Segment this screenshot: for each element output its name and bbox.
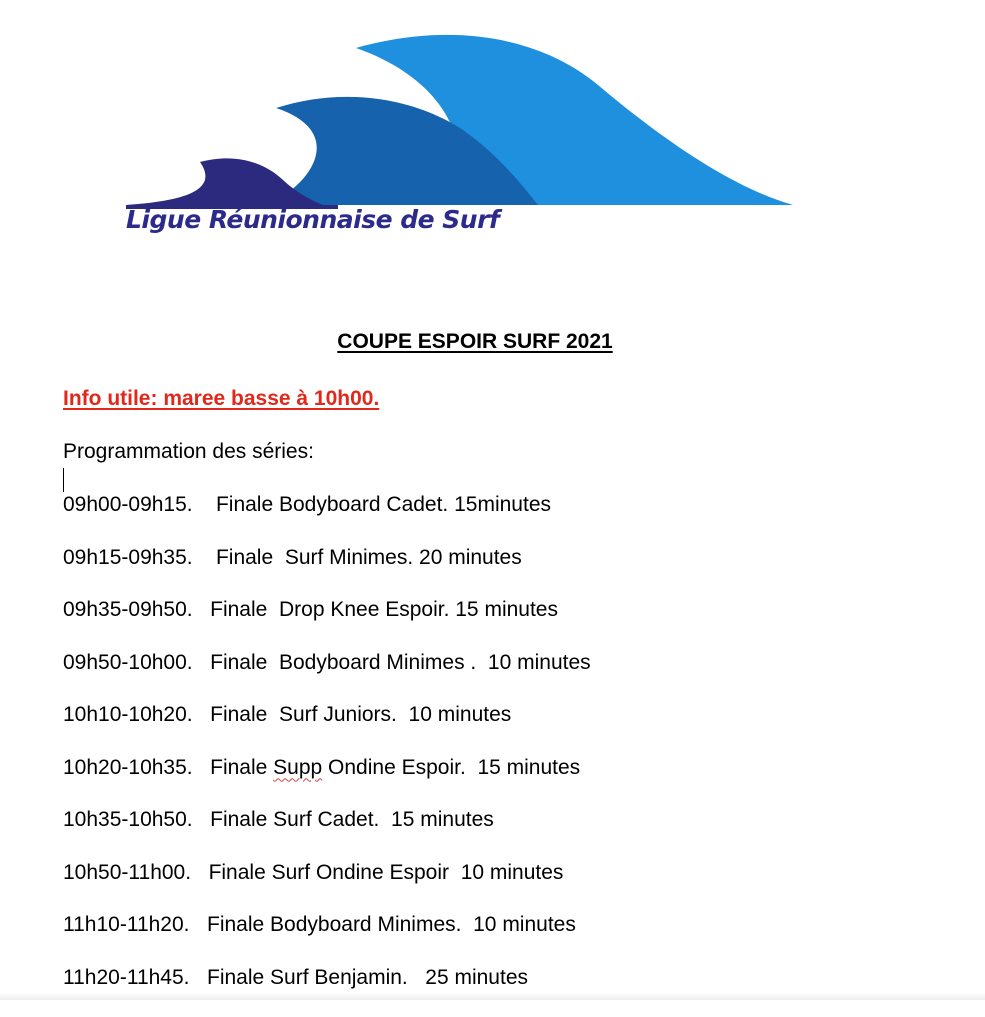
schedule-text: 09h35-09h50. Finale Drop Knee Espoir. 15 minutes bbox=[63, 598, 558, 621]
schedule-text: 10h20-10h35. Finale bbox=[63, 756, 273, 779]
schedule-row bbox=[63, 912, 591, 965]
schedule-text: 10h50-11h00. Finale Surf Ondine Espoir 10 minutes bbox=[63, 861, 563, 884]
schedule-row bbox=[63, 965, 591, 1017]
schedule-row bbox=[63, 597, 591, 650]
spellcheck-flagged-word[interactable]: Supp bbox=[273, 756, 322, 779]
league-logo bbox=[118, 30, 808, 245]
schedule-text: 10h35-10h50. Finale Surf Cadet. 15 minutes bbox=[63, 808, 494, 831]
page-bottom-edge bbox=[0, 992, 985, 1000]
programming-label: Programmation des séries: bbox=[63, 440, 314, 464]
schedule-text: 11h10-11h20. Finale Bodyboard Minimes. 10 minutes bbox=[63, 913, 576, 936]
schedule-text: 11h20-11h45. Finale Surf Benjamin. 25 minutes bbox=[63, 966, 528, 989]
schedule-text: 09h50-10h00. Finale Bodyboard Minimes . 10 minutes bbox=[63, 651, 591, 674]
text-cursor bbox=[63, 468, 64, 492]
schedule-row bbox=[63, 860, 591, 913]
schedule-text: 09h15-09h35. Finale Surf Minimes. 20 minutes bbox=[63, 546, 522, 569]
schedule-text-tail: Ondine Espoir. 15 minutes bbox=[322, 756, 580, 779]
schedule-row bbox=[63, 755, 591, 808]
schedule-row bbox=[63, 492, 591, 545]
info-note: Info utile: maree basse à 10h00. bbox=[63, 387, 379, 411]
schedule-row bbox=[63, 545, 591, 598]
schedule-row bbox=[63, 807, 591, 860]
logo-text: Ligue Réunionnaise de Surf bbox=[126, 205, 499, 234]
schedule-row bbox=[63, 650, 591, 703]
schedule-text: 10h10-10h20. Finale Surf Juniors. 10 minutes bbox=[63, 703, 511, 726]
wave-dark bbox=[126, 158, 323, 205]
page-title: COUPE ESPOIR SURF 2021 bbox=[0, 330, 950, 354]
schedule-text: 09h00-09h15. Finale Bodyboard Cadet. 15minutes bbox=[63, 493, 551, 516]
schedule-row bbox=[63, 702, 591, 755]
schedule-list bbox=[63, 492, 591, 1017]
